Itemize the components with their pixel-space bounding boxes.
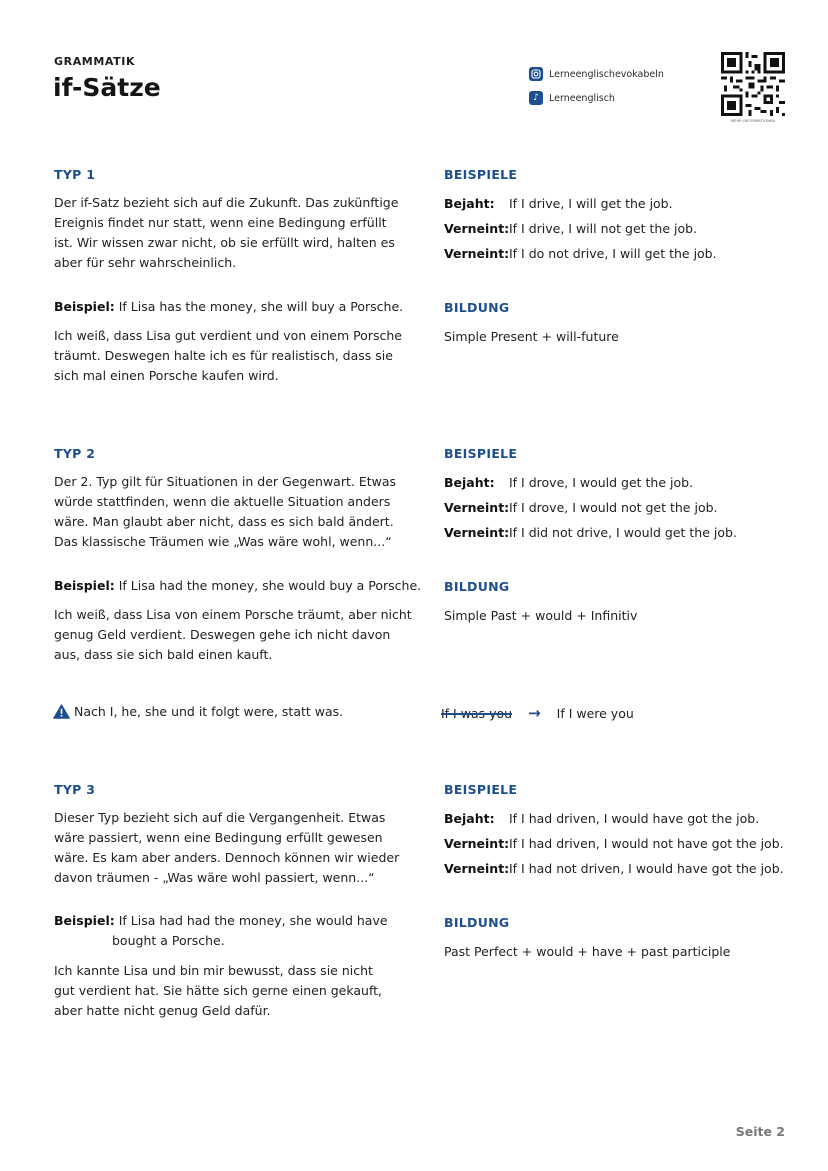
typ2-example-text: If Lisa had the money, she would buy a Porsche. [118, 578, 422, 593]
example-row [444, 191, 717, 216]
document-kicker: GRAMMATIK [54, 55, 136, 68]
typ3-example-text: If Lisa had had the money, she would have [118, 913, 388, 928]
example-row [444, 831, 784, 856]
typ1-explanation [54, 326, 402, 386]
typ1-examples-list [444, 191, 717, 266]
typ2-description-line: Das klassische Träumen wie „Was wäre wohl, wenn...“ [54, 534, 392, 549]
example-row [444, 241, 717, 266]
typ3-examples-list [444, 806, 784, 881]
typ2-example-sentence [54, 576, 421, 596]
typ1-example-text: If Lisa has the money, she will buy a Porsche. [118, 299, 404, 314]
typ3-description-line: davon träumen - „Was wäre wohl passiert, wenn...“ [54, 870, 375, 885]
typ2-explanation-line: aus, dass sie sich bald einen kauft. [54, 647, 273, 662]
typ3-examples-heading: BEISPIELE [444, 782, 518, 797]
social-tiktok[interactable] [529, 91, 615, 105]
example-text: If I drive, I will not get the job. [509, 221, 698, 236]
typ3-description-line: wäre passiert, wenn eine Bedingung erfüllt gewesen [54, 830, 383, 845]
typ2-description-line: würde stattfinden, wenn die aktuelle Situation anders [54, 494, 391, 509]
example-label: Verneint: [444, 221, 510, 236]
typ3-explanation-line: gut verdient hat. Sie hätte sich gerne einen gekauft, [54, 983, 383, 998]
typ3-explanation-line: Ich kannte Lisa und bin mir bewusst, dass sie nicht [54, 963, 373, 978]
typ3-formation-heading: BILDUNG [444, 915, 510, 930]
grammar-note-text: Nach I, he, she und it folgt were, statt was. [74, 704, 344, 719]
section-heading-typ3: TYP 3 [54, 782, 96, 797]
typ3-description [54, 808, 399, 888]
typ2-example-label: Beispiel: [54, 578, 115, 593]
example-row [444, 495, 737, 520]
example-label: Verneint: [444, 836, 510, 851]
section-heading-typ1: TYP 1 [54, 167, 96, 182]
example-label: Verneint: [444, 861, 510, 876]
typ2-description-line: Der 2. Typ gilt für Situationen in der Gegenwart. Etwas [54, 474, 397, 489]
typ2-explanation-line: Ich weiß, dass Lisa von einem Porsche träumt, aber nicht [54, 607, 412, 622]
example-text: If I drove, I would get the job. [509, 475, 694, 490]
typ3-explanation-line: aber hatte nicht genug Geld dafür. [54, 1003, 271, 1018]
typ1-description-line: ist. Wir wissen zwar nicht, ob sie erfüllt wird, halten es [54, 235, 395, 250]
example-text: If I had driven, I would have got the job. [509, 811, 760, 826]
page-title: if-Sätze [53, 73, 161, 102]
example-label: Verneint: [444, 246, 510, 261]
social-instagram[interactable] [529, 67, 664, 81]
typ3-explanation [54, 961, 382, 1021]
example-label: Bejaht: [444, 196, 495, 211]
example-label: Bejaht: [444, 811, 495, 826]
correct-form: If I were you [556, 705, 634, 721]
example-text: If I had not driven, I would have got the job. [509, 861, 784, 876]
section-heading-typ2: TYP 2 [54, 446, 96, 461]
typ1-example-sentence [54, 297, 403, 317]
typ3-example-label: Beispiel: [54, 913, 115, 928]
typ2-formation: Simple Past + would + Infinitiv [444, 608, 638, 623]
typ2-explanation-line: genug Geld verdient. Deswegen gehe ich nicht davon [54, 627, 391, 642]
typ1-description-line: Der if-Satz bezieht sich auf die Zukunft. Das zukünftige [54, 195, 399, 210]
typ2-examples-list [444, 470, 737, 545]
typ3-description-line: Dieser Typ bezieht sich auf die Vergangenheit. Etwas [54, 810, 386, 825]
typ1-description [54, 193, 398, 273]
page-number: Seite 2 [735, 1124, 785, 1139]
typ1-explanation-line: träumt. Deswegen halte ich es für realistisch, dass sie [54, 348, 393, 363]
correction-example [441, 704, 634, 722]
example-text: If I drove, I would not get the job. [509, 500, 718, 515]
example-text: If I drive, I will get the job. [509, 196, 673, 211]
example-label: Bejaht: [444, 475, 495, 490]
wrong-form: If I was you [441, 705, 513, 721]
qr-caption: MEHR INFORMATIONEN [730, 119, 776, 123]
typ3-example-text-cont: bought a Porsche. [112, 933, 225, 948]
example-row [444, 470, 737, 495]
qr-code-icon[interactable] [721, 52, 785, 116]
tiktok-icon: ♪ [529, 91, 543, 105]
social-tiktok-label: Lerneenglisch [549, 92, 615, 104]
typ1-formation-heading: BILDUNG [444, 300, 510, 315]
typ1-example-label: Beispiel: [54, 299, 115, 314]
example-label: Verneint: [444, 500, 510, 515]
typ2-description [54, 472, 396, 552]
typ3-example-sentence [54, 911, 388, 951]
typ2-explanation [54, 605, 412, 665]
typ3-description-line: wäre. Es kam aber anders. Dennoch können wir wieder [54, 850, 400, 865]
instagram-icon [529, 67, 543, 81]
typ1-explanation-line: sich mal einen Porsche kaufen wird. [54, 368, 279, 383]
grammar-note [53, 704, 343, 719]
typ2-examples-heading: BEISPIELE [444, 446, 518, 461]
social-instagram-label: Lerneenglischevokabeln [549, 68, 664, 80]
example-row [444, 216, 717, 241]
example-text: If I did not drive, I would get the job. [509, 525, 737, 540]
example-row [444, 520, 737, 545]
typ2-description-line: wäre. Man glaubt aber nicht, dass es sich bald ändert. [54, 514, 394, 529]
example-row [444, 856, 784, 881]
warning-icon [53, 704, 70, 719]
arrow-right-icon: → [528, 704, 541, 722]
example-label: Verneint: [444, 525, 510, 540]
example-row [444, 806, 784, 831]
typ1-description-line: Ereignis findet nur statt, wenn eine Bedingung erfüllt [54, 215, 387, 230]
example-text: If I had driven, I would not have got the job. [509, 836, 784, 851]
typ3-formation: Past Perfect + would + have + past participle [444, 944, 731, 959]
example-text: If I do not drive, I will get the job. [509, 246, 717, 261]
typ1-explanation-line: Ich weiß, dass Lisa gut verdient und von einem Porsche [54, 328, 402, 343]
typ2-formation-heading: BILDUNG [444, 579, 510, 594]
typ1-formation: Simple Present + will-future [444, 329, 619, 344]
typ1-examples-heading: BEISPIELE [444, 167, 518, 182]
typ1-description-line: aber für sehr wahrscheinlich. [54, 255, 237, 270]
